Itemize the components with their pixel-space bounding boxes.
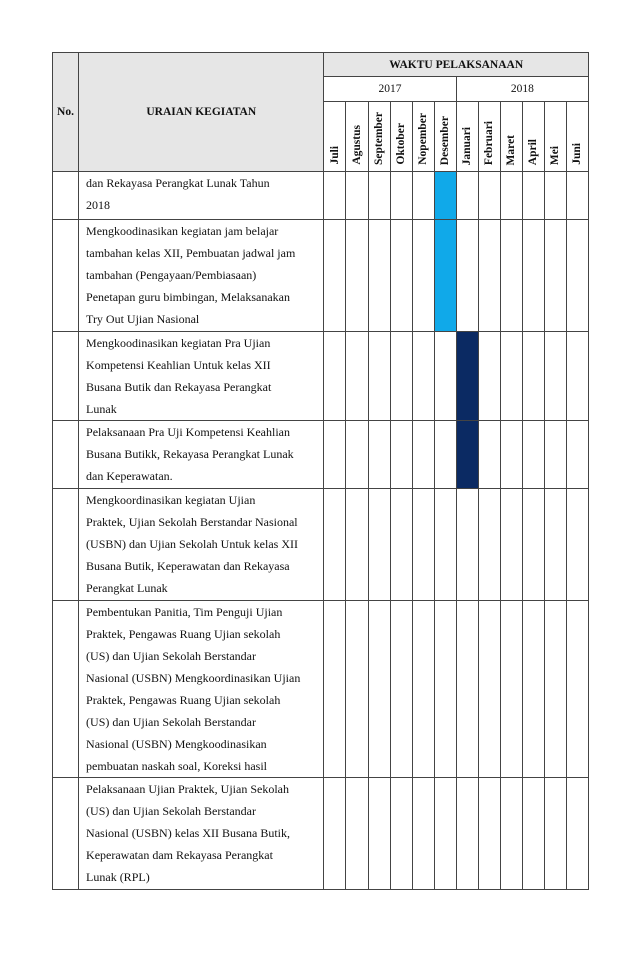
schedule-cell [478,778,500,890]
schedule-cell [544,601,566,778]
year-2017-header: 2017 [324,77,456,102]
schedule-cell [478,220,500,332]
schedule-cell [456,172,478,220]
schedule-cell [522,220,544,332]
table-row [53,220,589,332]
schedule-cell [522,778,544,890]
schedule-cell [412,220,434,332]
schedule-cell [456,220,478,332]
month-header-nopember [412,102,434,172]
month-header-januari [456,102,478,172]
schedule-cell [456,778,478,890]
waktu-header: WAKTU PELAKSANAAN [324,53,589,77]
month-header-maret [500,102,522,172]
month-label: Februari [483,120,496,165]
month-label: Maret [505,134,518,165]
schedule-cell [478,421,500,489]
schedule-cell [566,489,588,601]
row-number-cell [53,220,79,332]
schedule-cell [346,172,368,220]
schedule-cell [566,220,588,332]
schedule-cell [346,778,368,890]
schedule-cell [566,601,588,778]
schedule-cell [324,778,346,890]
schedule-cell [566,778,588,890]
schedule-cell [346,421,368,489]
month-header-agustus [346,102,368,172]
schedule-cell [522,421,544,489]
month-header-april [522,102,544,172]
month-label: April [527,138,540,165]
schedule-cell [566,421,588,489]
schedule-cell [500,172,522,220]
activity-description: Mengkoodinasikan kegiatan jam belajar tambahan kelas XII, Pembuatan jadwal jam tambahan (Pengayaan/Pembiasaan) Penetapan guru bimbingan, Melaksanakan Try Out Ujian Nasional [79,220,324,332]
schedule-cell [390,778,412,890]
schedule-cell [324,332,346,421]
schedule-cell [566,332,588,421]
schedule-cell [478,172,500,220]
month-label: Januari [461,126,474,165]
schedule-cell [434,489,456,601]
schedule-cell [500,332,522,421]
schedule-cell [412,601,434,778]
schedule-bar-dark [456,332,478,421]
table-row [53,601,589,778]
schedule-cell [478,489,500,601]
schedule-cell [412,332,434,421]
month-label: Juli [328,146,341,165]
row-number-cell [53,489,79,601]
month-label: Nopember [417,113,430,165]
schedule-cell [346,332,368,421]
month-header-juni [566,102,588,172]
schedule-cell [368,332,390,421]
schedule-body [53,172,589,890]
month-header-juli [324,102,346,172]
table-row [53,332,589,421]
schedule-cell [324,172,346,220]
month-label: Agustus [351,125,363,165]
schedule-cell [368,421,390,489]
month-header-oktober [390,102,412,172]
schedule-cell [456,489,478,601]
schedule-cell [324,489,346,601]
schedule-cell [544,332,566,421]
schedule-cell [368,601,390,778]
month-header-februari [478,102,500,172]
activity-description: dan Rekayasa Perangkat Lunak Tahun 2018 [79,172,324,220]
schedule-cell [324,220,346,332]
schedule-cell [412,421,434,489]
table-row [53,421,589,489]
table-row [53,778,589,890]
schedule-cell [324,601,346,778]
no-header: No. [53,53,79,172]
row-number-cell [53,601,79,778]
month-header-mei [544,102,566,172]
schedule-cell [346,489,368,601]
schedule-cell [500,489,522,601]
schedule-cell [500,421,522,489]
table-row [53,489,589,601]
schedule-cell [324,421,346,489]
schedule-cell [368,220,390,332]
table-row [53,172,589,220]
schedule-cell [412,489,434,601]
schedule-cell [522,172,544,220]
schedule-cell [478,601,500,778]
schedule-cell [390,489,412,601]
activity-description: Pembentukan Panitia, Tim Penguji Ujian Praktek, Pengawas Ruang Ujian sekolah (US) dan Ujian Sekolah Berstandar Nasional (USBN) Mengkoordinasikan Ujian Praktek, Pengawas Ruang Ujian sekolah (US) dan Ujian Sekolah Berstandar Nasional (USBN) Mengkoodinasikan pembuatan naskah soal, Koreksi hasil [79,601,324,778]
schedule-cell [434,332,456,421]
schedule-cell [544,172,566,220]
activity-description: Pelaksanaan Ujian Praktek, Ujian Sekolah (US) dan Ujian Sekolah Berstandar Nasional (USBN) kelas XII Busana Butik, Keperawatan dam Rekayasa Perangkat Lunak (RPL) [79,778,324,890]
month-label: September [373,111,386,165]
schedule-table [52,52,589,890]
row-number-cell [53,332,79,421]
schedule-bar-light [434,172,456,220]
schedule-cell [500,778,522,890]
schedule-cell [500,601,522,778]
uraian-header: URAIAN KEGIATAN [79,53,324,172]
schedule-cell [390,421,412,489]
row-number-cell [53,778,79,890]
schedule-cell [390,601,412,778]
activity-description: Pelaksanaan Pra Uji Kompetensi Keahlian Busana Butikk, Rekayasa Perangkat Lunak dan Keperawatan. [79,421,324,489]
schedule-cell [434,421,456,489]
schedule-cell [368,489,390,601]
schedule-cell [346,601,368,778]
schedule-cell [390,172,412,220]
schedule-cell [390,332,412,421]
schedule-cell [566,172,588,220]
schedule-cell [412,172,434,220]
schedule-cell [544,778,566,890]
schedule-cell [522,489,544,601]
month-label: Mei [549,145,562,165]
schedule-cell [434,601,456,778]
schedule-bar-dark [456,421,478,489]
schedule-bar-light [434,220,456,332]
month-label: Oktober [395,123,408,165]
schedule-cell [544,220,566,332]
schedule-cell [456,601,478,778]
activity-description: Mengkoodinasikan kegiatan Pra Ujian Kompetensi Keahlian Untuk kelas XII Busana Butik dan Rekayasa Perangkat Lunak [79,332,324,421]
schedule-cell [434,778,456,890]
schedule-cell [390,220,412,332]
schedule-cell [368,778,390,890]
month-label: Desember [439,115,452,165]
row-number-cell [53,421,79,489]
schedule-cell [368,172,390,220]
schedule-cell [544,489,566,601]
month-header-desember [434,102,456,172]
schedule-cell [522,332,544,421]
row-number-cell [53,172,79,220]
schedule-cell [478,332,500,421]
schedule-cell [544,421,566,489]
schedule-cell [346,220,368,332]
year-2018-header: 2018 [456,77,588,102]
month-label: Juni [571,143,584,165]
activity-description: Mengkoordinasikan kegiatan Ujian Praktek, Ujian Sekolah Berstandar Nasional (USBN) dan Ujian Sekolah Untuk kelas XII Busana Butik, Keperawatan dan Rekayasa Perangkat Lunak [79,489,324,601]
month-header-september [368,102,390,172]
schedule-cell [412,778,434,890]
schedule-cell [500,220,522,332]
schedule-cell [522,601,544,778]
